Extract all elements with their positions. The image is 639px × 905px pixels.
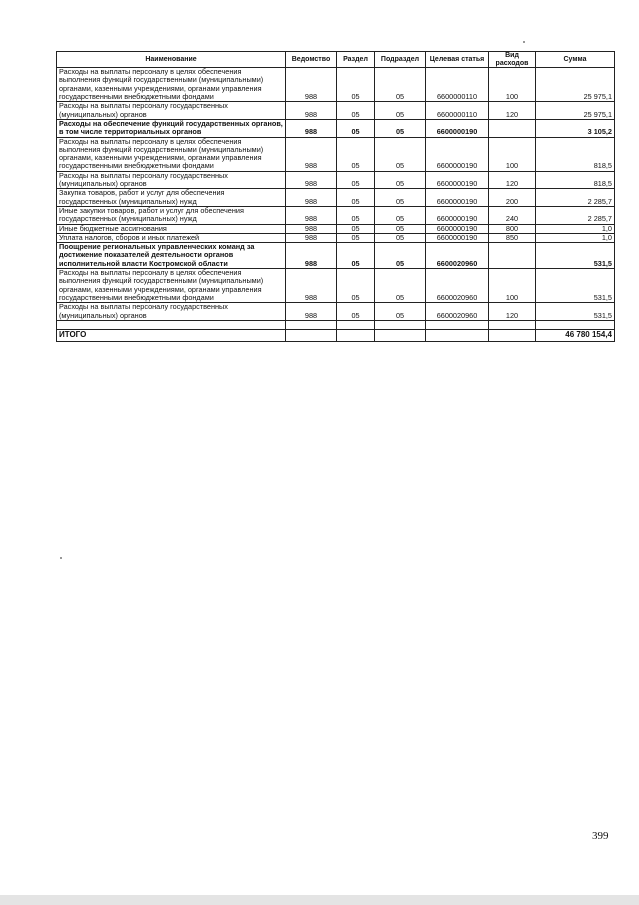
- cell-statya: 6600000190: [426, 137, 489, 171]
- cell-vid: [489, 243, 536, 269]
- total-value: 46 780 154,4: [536, 329, 615, 341]
- cell-razdel: 05: [337, 119, 375, 137]
- cell-podrazdel: 05: [375, 189, 426, 207]
- cell-summa: 531,5: [536, 243, 615, 269]
- cell-vedomstvo: 988: [286, 102, 337, 120]
- cell-summa: 25 975,1: [536, 68, 615, 102]
- cell-summa: 531,5: [536, 269, 615, 303]
- cell-vedomstvo: 988: [286, 224, 337, 233]
- cell-name: Расходы на выплаты персоналу государственных (муниципальных) органов: [57, 171, 286, 189]
- header-razdel: Раздел: [337, 52, 375, 68]
- cell-podrazdel: 05: [375, 119, 426, 137]
- cell-razdel: 05: [337, 233, 375, 242]
- table-body: [57, 68, 615, 342]
- cell-name: Уплата налогов, сборов и иных платежей: [57, 233, 286, 242]
- cell-razdel: 05: [337, 243, 375, 269]
- cell-statya: 6600000110: [426, 102, 489, 120]
- cell-vedomstvo: 988: [286, 206, 337, 224]
- table-row: [57, 102, 615, 120]
- cell-summa: 25 975,1: [536, 102, 615, 120]
- cell-name: Иные бюджетные ассигнования: [57, 224, 286, 233]
- scan-speck: [523, 41, 525, 43]
- cell-statya: 6600000190: [426, 233, 489, 242]
- cell-vedomstvo: 988: [286, 233, 337, 242]
- cell-statya: 6600000190: [426, 119, 489, 137]
- table-row: [57, 137, 615, 171]
- table-row: [57, 224, 615, 233]
- cell-vid: 240: [489, 206, 536, 224]
- cell-name: Поощрение региональных управленческих команд за достижение показателей деятельности органов исполнительной власти Костромской области: [57, 243, 286, 269]
- header-vid: Вид расходов: [489, 52, 536, 68]
- cell-name: Расходы на выплаты персоналу государственных (муниципальных) органов: [57, 303, 286, 321]
- cell-podrazdel: 05: [375, 68, 426, 102]
- cell-name: Расходы на выплаты персоналу в целях обеспечения выполнения функций государственными (муниципальными) органами, казенными учреждениями, органами управления государственными внебюджетными фондами: [57, 269, 286, 303]
- cell-vedomstvo: 988: [286, 189, 337, 207]
- cell-vid: 100: [489, 137, 536, 171]
- total-label: ИТОГО: [57, 329, 286, 341]
- cell-vid: 200: [489, 189, 536, 207]
- cell-statya: 6600000110: [426, 68, 489, 102]
- header-statya: Целевая статья: [426, 52, 489, 68]
- cell-vedomstvo: 988: [286, 269, 337, 303]
- page-number: 399: [592, 830, 609, 842]
- cell-podrazdel: 05: [375, 243, 426, 269]
- cell-summa: 531,5: [536, 303, 615, 321]
- cell-razdel: 05: [337, 303, 375, 321]
- cell-vedomstvo: 988: [286, 243, 337, 269]
- table-row: [57, 233, 615, 242]
- header-podrazdel: Подраздел: [375, 52, 426, 68]
- table-row: [57, 303, 615, 321]
- cell-statya: 6600000190: [426, 206, 489, 224]
- cell-name: Расходы на выплаты персоналу в целях обеспечения выполнения функций государственными (муниципальными) органами, казенными учреждениями, органами управления государственными внебюджетными фондами: [57, 68, 286, 102]
- cell-vid: 100: [489, 269, 536, 303]
- header-vedomstvo: Ведомство: [286, 52, 337, 68]
- cell-name: Расходы на обеспечение функций государственных органов, в том числе территориальных органов: [57, 119, 286, 137]
- cell-statya: 6600020960: [426, 303, 489, 321]
- cell-statya: 6600020960: [426, 269, 489, 303]
- table-header: [57, 52, 615, 68]
- cell-podrazdel: 05: [375, 303, 426, 321]
- cell-vid: 850: [489, 233, 536, 242]
- cell-statya: 6600020960: [426, 243, 489, 269]
- cell-summa: 1,0: [536, 224, 615, 233]
- cell-podrazdel: 05: [375, 269, 426, 303]
- cell-vid: 100: [489, 68, 536, 102]
- cell-summa: 2 285,7: [536, 206, 615, 224]
- cell-razdel: 05: [337, 171, 375, 189]
- cell-vedomstvo: 988: [286, 137, 337, 171]
- cell-vedomstvo: 988: [286, 119, 337, 137]
- cell-razdel: 05: [337, 224, 375, 233]
- cell-vid: 800: [489, 224, 536, 233]
- cell-vid: [489, 119, 536, 137]
- table-row: [57, 171, 615, 189]
- cell-vedomstvo: 988: [286, 68, 337, 102]
- scan-edge: [0, 895, 639, 905]
- cell-razdel: 05: [337, 137, 375, 171]
- cell-statya: 6600000190: [426, 189, 489, 207]
- cell-podrazdel: 05: [375, 171, 426, 189]
- header-name: Наименование: [57, 52, 286, 68]
- budget-table: [56, 51, 615, 342]
- cell-podrazdel: 05: [375, 102, 426, 120]
- table-row: [57, 119, 615, 137]
- cell-name: Закупка товаров, работ и услуг для обеспечения государственных (муниципальных) нужд: [57, 189, 286, 207]
- spacer-row: [57, 320, 615, 329]
- cell-vid: 120: [489, 171, 536, 189]
- cell-razdel: 05: [337, 189, 375, 207]
- cell-statya: 6600000190: [426, 171, 489, 189]
- cell-podrazdel: 05: [375, 233, 426, 242]
- cell-vedomstvo: 988: [286, 171, 337, 189]
- cell-podrazdel: 05: [375, 224, 426, 233]
- cell-vid: 120: [489, 102, 536, 120]
- cell-podrazdel: 05: [375, 137, 426, 171]
- cell-podrazdel: 05: [375, 206, 426, 224]
- cell-razdel: 05: [337, 68, 375, 102]
- cell-name: Расходы на выплаты персоналу государственных (муниципальных) органов: [57, 102, 286, 120]
- cell-razdel: 05: [337, 206, 375, 224]
- total-row: [57, 329, 615, 341]
- cell-statya: 6600000190: [426, 224, 489, 233]
- table-row: [57, 243, 615, 269]
- cell-name: Иные закупки товаров, работ и услуг для обеспечения государственных (муниципальных) нужд: [57, 206, 286, 224]
- cell-razdel: 05: [337, 269, 375, 303]
- cell-summa: 1,0: [536, 233, 615, 242]
- cell-summa: 818,5: [536, 171, 615, 189]
- cell-razdel: 05: [337, 102, 375, 120]
- cell-name: Расходы на выплаты персоналу в целях обеспечения выполнения функций государственными (муниципальными) органами, казенными учреждениями, органами управления государственными внебюджетными фондами: [57, 137, 286, 171]
- header-summa: Сумма: [536, 52, 615, 68]
- cell-summa: 818,5: [536, 137, 615, 171]
- cell-vedomstvo: 988: [286, 303, 337, 321]
- cell-summa: 3 105,2: [536, 119, 615, 137]
- cell-summa: 2 285,7: [536, 189, 615, 207]
- table-row: [57, 206, 615, 224]
- table-row: [57, 189, 615, 207]
- cell-vid: 120: [489, 303, 536, 321]
- table-row: [57, 269, 615, 303]
- scan-speck: [60, 557, 62, 559]
- table-row: [57, 68, 615, 102]
